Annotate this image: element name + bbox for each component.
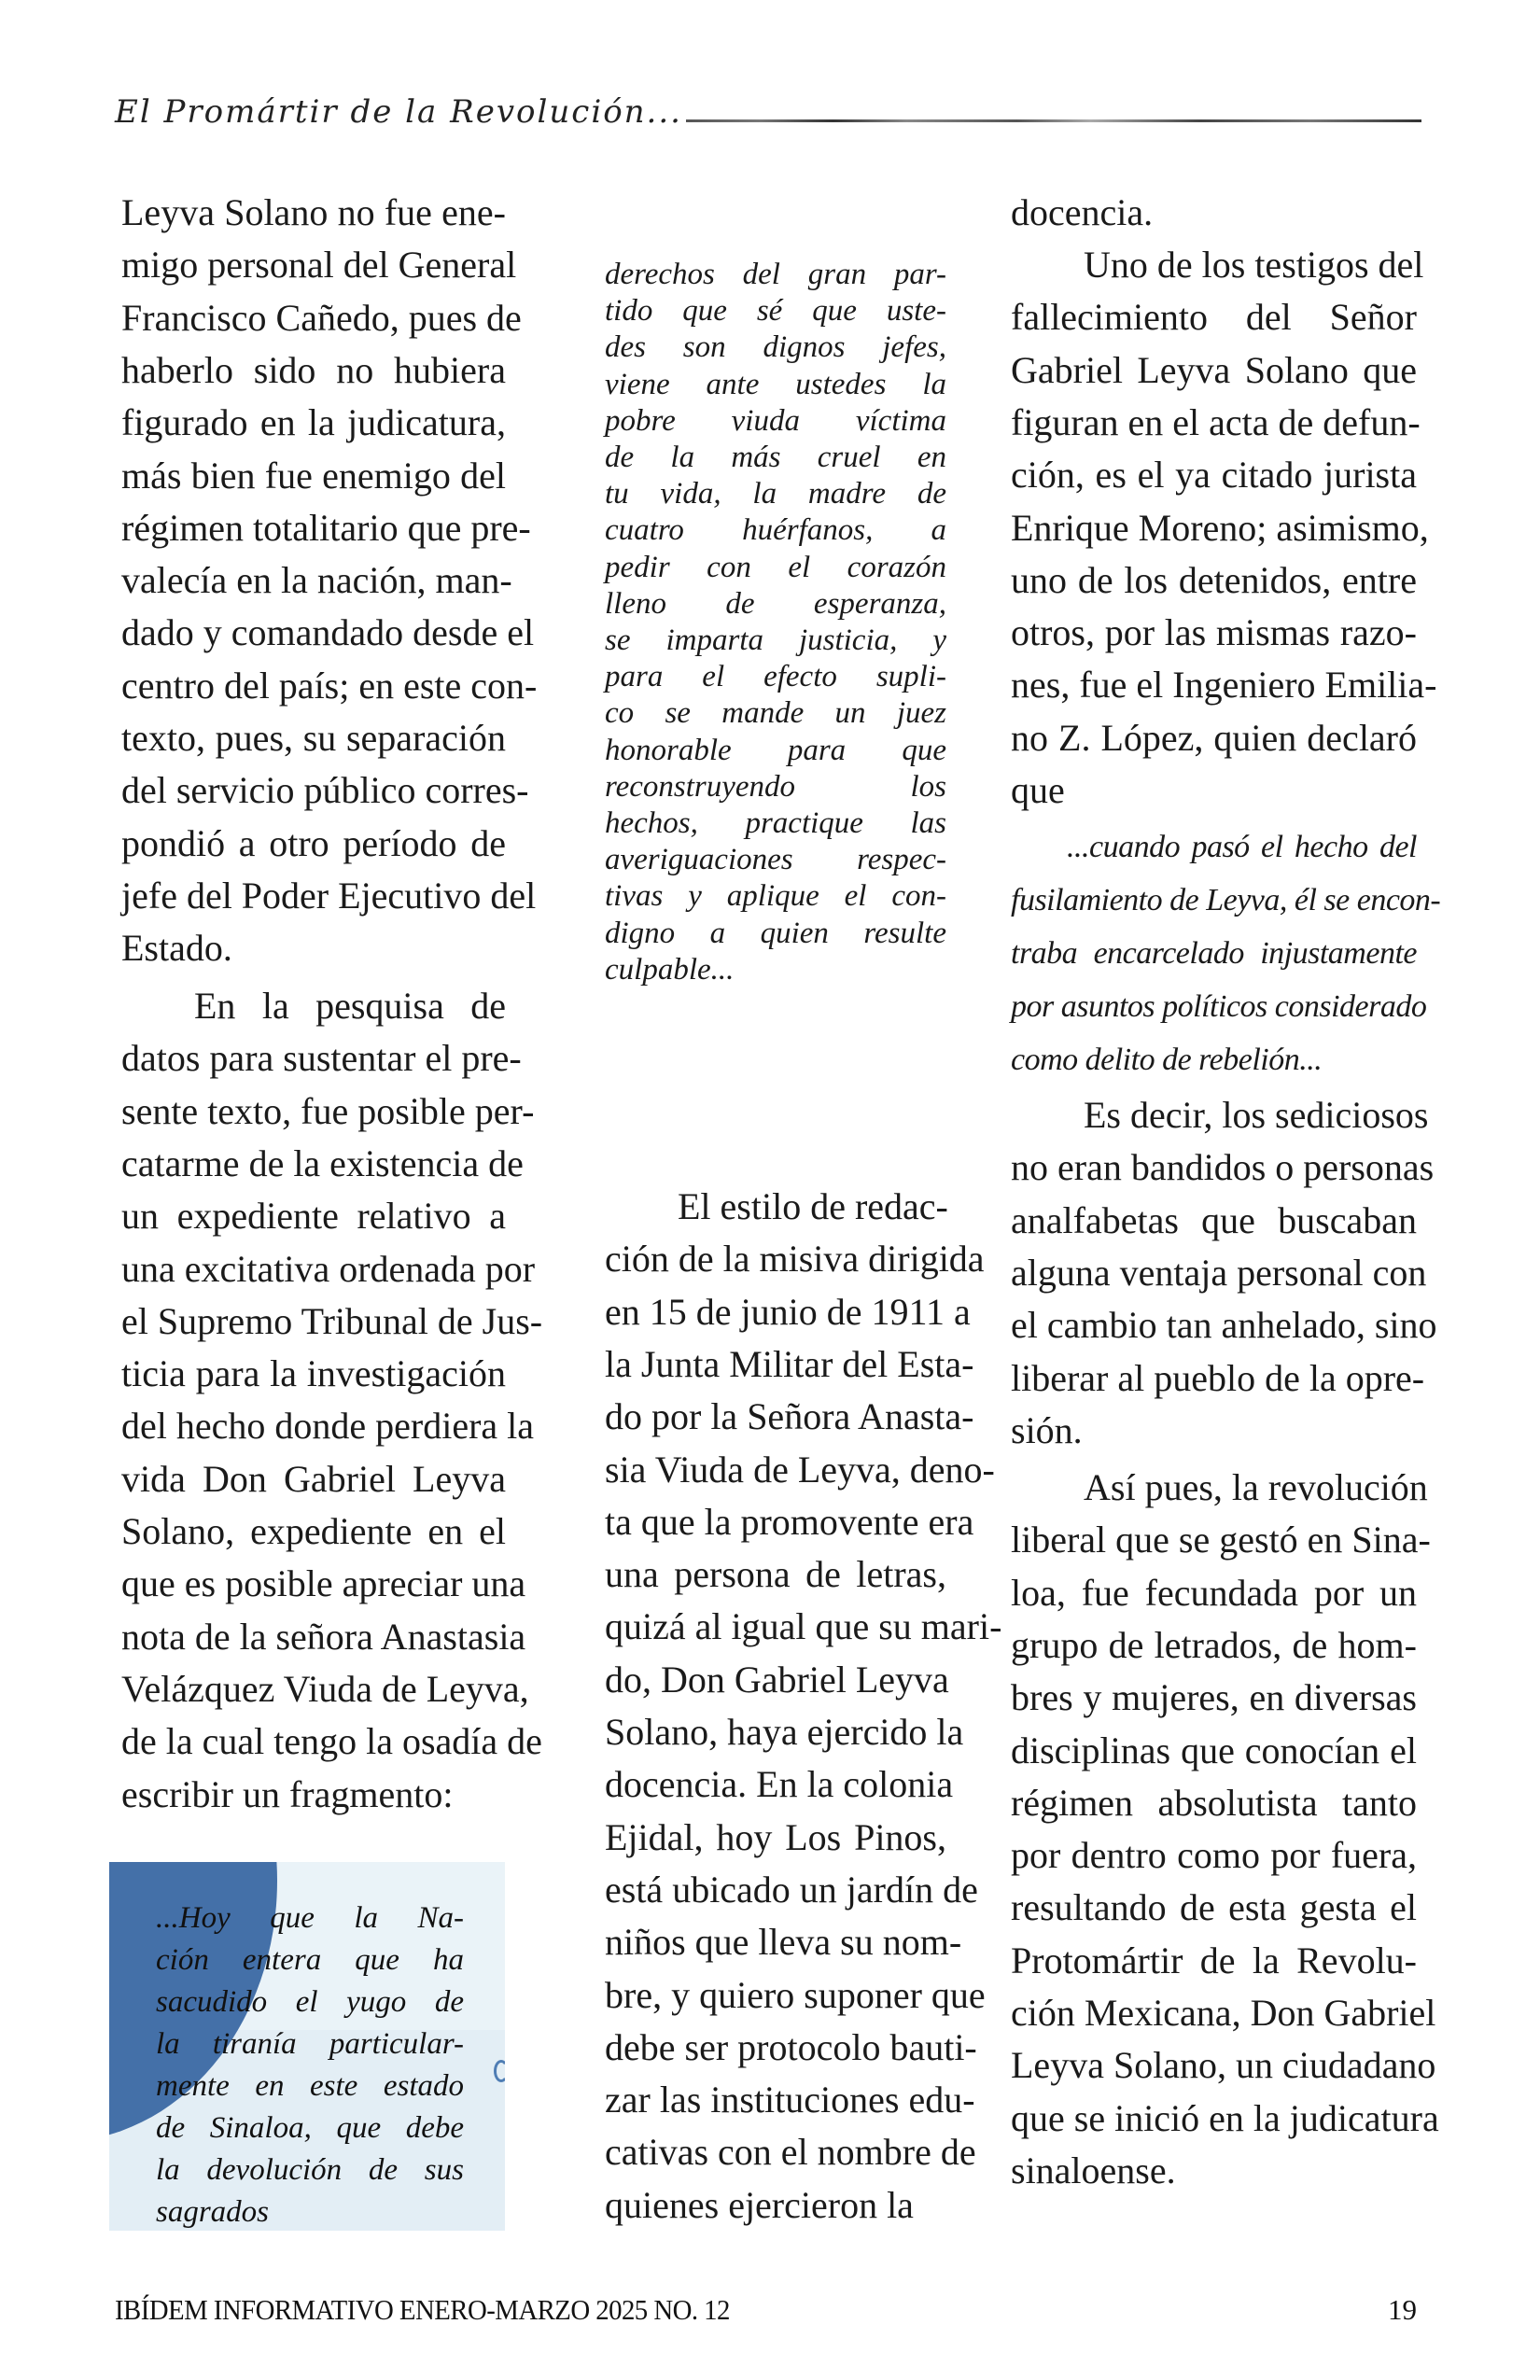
- quote-line: tido que sé que uste-: [605, 294, 946, 329]
- running-header: [115, 84, 1421, 131]
- paragraph-line: jefe del Poder Ejecutivo del: [121, 874, 537, 917]
- paragraph-line: quizá al igual que su mari-: [605, 1605, 1002, 1648]
- paragraph-line: Así pues, la revolución: [1084, 1466, 1428, 1508]
- paragraph-line: texto, pues, su separación: [121, 717, 506, 759]
- paragraph-line: sión.: [1011, 1408, 1083, 1451]
- paragraph-line: Es decir, los sediciosos: [1084, 1094, 1429, 1136]
- paragraph-line: docencia. En la colonia: [605, 1763, 954, 1806]
- paragraph-line: liberal que se gestó en Sina-: [1011, 1519, 1431, 1561]
- quote-line: pobre viuda víctima: [605, 403, 946, 438]
- quote-line: como delito de rebelión...: [1011, 1043, 1323, 1077]
- paragraph-line: en 15 de junio de 1911 a: [605, 1290, 971, 1333]
- page-number: 19: [1388, 2293, 1417, 2326]
- quote-line: la devolución de sus: [156, 2153, 464, 2187]
- paragraph-line: una excitativa ordenada por: [121, 1247, 536, 1290]
- quote-box: [109, 1862, 505, 2231]
- paragraph-line: del servicio público corres-: [121, 769, 529, 812]
- paragraph-line: ción de la misiva dirigida: [605, 1238, 985, 1281]
- quote-line: hechos, practique las: [605, 806, 946, 840]
- paragraph-line: sente texto, fue posible per-: [121, 1089, 535, 1132]
- paragraph-line: datos para sustentar el pre-: [121, 1037, 522, 1080]
- paragraph-line: do por la Señora Anasta-: [605, 1395, 974, 1438]
- paragraph-line: no Z. López, quien declaró: [1011, 716, 1417, 759]
- quote-line: se imparta justicia, y: [605, 623, 946, 657]
- quote-line: des son dignos jefes,: [605, 330, 946, 365]
- quote-line: averiguaciones respec-: [605, 843, 946, 877]
- paragraph-line: Solano, haya ejercido la: [605, 1711, 964, 1753]
- paragraph-line: dado y comandado desde el: [121, 611, 535, 654]
- paragraph-line: régimen totalitario que pre-: [121, 506, 531, 549]
- header-rule: [686, 119, 1421, 122]
- paragraph-line: ticia para la investigación: [121, 1352, 506, 1395]
- paragraph-line: la Junta Militar del Esta-: [605, 1342, 974, 1385]
- paragraph-line: Francisco Cañedo, pues de: [121, 296, 522, 339]
- paragraph-line: analfabetas que buscaban: [1011, 1198, 1417, 1241]
- quote-line: de la más cruel en: [605, 441, 946, 474]
- quote-line: co se mande un juez: [605, 696, 946, 731]
- publication-info: IBÍDEM INFORMATIVO ENERO-MARZO 2025 NO. 12: [115, 2293, 730, 2326]
- paragraph-line: ción, es el ya citado jurista: [1011, 454, 1417, 497]
- paragraph-line: centro del país; en este con-: [121, 664, 538, 707]
- paragraph-line: de la cual tengo la osadía de: [121, 1720, 542, 1763]
- quote-line: ...cuando pasó el hecho del: [1067, 830, 1417, 864]
- paragraph-line: no eran bandidos o personas: [1011, 1146, 1435, 1189]
- paragraph-line: Enrique Moreno; asimismo,: [1011, 506, 1429, 549]
- paragraph-line: loa, fue fecundada por un: [1011, 1571, 1417, 1614]
- paragraph-line: quienes ejercieron la: [605, 2183, 914, 2226]
- quote-line: fusilamiento de Leyva, él se encon-: [1011, 883, 1441, 917]
- paragraph-line: pondió a otro período de: [121, 821, 506, 864]
- paragraph-line: alguna ventaja personal con: [1011, 1251, 1427, 1294]
- paragraph-line: ción Mexicana, Don Gabriel: [1011, 1992, 1436, 2034]
- quote-line: lleno de esperanza,: [605, 586, 946, 621]
- quote-line: la tiranía particular-: [156, 2027, 464, 2061]
- paragraph-line: haberlo sido no hubiera: [121, 348, 506, 391]
- paragraph-line: uno de los detenidos, entre: [1011, 558, 1417, 601]
- paragraph-line: una persona de letras,: [605, 1553, 946, 1596]
- paragraph-line: que se inició en la judicatura: [1011, 2096, 1439, 2139]
- page-footer: [115, 2291, 1417, 2329]
- paragraph-line: Leyva Solano, un ciudadano: [1011, 2044, 1436, 2087]
- paragraph-line: el cambio tan anhelado, sino: [1011, 1304, 1437, 1347]
- paragraph-line: Ejidal, hoy Los Pinos,: [605, 1815, 946, 1858]
- paragraph-line: un expediente relativo a: [121, 1195, 506, 1238]
- paragraph-line: Gabriel Leyva Solano que: [1011, 348, 1417, 391]
- paragraph-line: En la pesquisa de: [194, 985, 506, 1027]
- paragraph-line: Velázquez Viuda de Leyva,: [121, 1667, 529, 1710]
- quote-line: por asuntos políticos considerado: [1011, 989, 1427, 1024]
- paragraph-line: El estilo de redac-: [678, 1185, 948, 1227]
- paragraph-line: cativas con el nombre de: [605, 2131, 976, 2174]
- paragraph-line: vida Don Gabriel Leyva: [121, 1457, 506, 1500]
- paragraph-line: do, Don Gabriel Leyva: [605, 1658, 949, 1701]
- paragraph-line: por dentro como por fuera,: [1011, 1834, 1417, 1877]
- paragraph-line: Solano, expediente en el: [121, 1510, 506, 1552]
- quote-line: honorable para que: [605, 733, 946, 767]
- quote-line: ción entera que ha: [156, 1943, 464, 1977]
- quote-line: viene ante ustedes la: [605, 367, 946, 401]
- quote-line: mente en este estado: [156, 2069, 464, 2103]
- paragraph-line: Estado.: [121, 927, 232, 970]
- quote-line: derechos del gran par-: [605, 258, 946, 291]
- paragraph-line: escribir un fragmento:: [121, 1772, 454, 1815]
- paragraph-line: zar las instituciones edu-: [605, 2079, 975, 2121]
- paragraph-line: sinaloense.: [1011, 2149, 1176, 2191]
- paragraph-line: figurado en la judicatura,: [121, 401, 506, 444]
- paragraph-line: fallecimiento del Señor: [1011, 296, 1417, 339]
- paragraph-line: catarme de la existencia de: [121, 1141, 524, 1184]
- quote-line: ...Hoy que la Na-: [156, 1901, 464, 1935]
- quote-line: de Sinaloa, que debe: [156, 2111, 464, 2145]
- paragraph-line: liberar al pueblo de la opre-: [1011, 1356, 1425, 1399]
- paragraph-line: debe ser protocolo bauti-: [605, 2025, 977, 2068]
- quote-line: digno a quien resulte: [605, 916, 946, 950]
- paragraph-line: figuran en el acta de defun-: [1011, 400, 1421, 443]
- paragraph-line: grupo de letrados, de hom-: [1011, 1623, 1417, 1666]
- paragraph-line: Uno de los testigos del: [1084, 244, 1424, 286]
- quote-line: tivas y aplique el con-: [605, 879, 946, 914]
- paragraph-line: que: [1011, 769, 1065, 811]
- quote-line: traba encarcelado injustamente: [1011, 936, 1417, 971]
- paragraph-line: disciplinas que conocían el: [1011, 1729, 1417, 1771]
- quote-line: tu vida, la madre de: [605, 477, 946, 511]
- quote-line: culpable...: [605, 952, 735, 987]
- paragraph-line: otros, por las mismas razo-: [1011, 611, 1417, 654]
- quote-line: pedir con el corazón: [605, 550, 946, 584]
- paragraph-line: ta que la promovente era: [605, 1500, 974, 1543]
- quote-box-dot-decoration: [494, 2060, 505, 2082]
- paragraph-line: docencia.: [1011, 191, 1154, 233]
- paragraph-line: nes, fue el Ingeniero Emilia-: [1011, 664, 1437, 707]
- paragraph-line: niños que lleva su nom-: [605, 1921, 962, 1964]
- paragraph-line: migo personal del General: [121, 244, 517, 287]
- quote-line: reconstruyendo los: [605, 769, 946, 804]
- quote-line: sacudido el yugo de: [156, 1985, 464, 2019]
- quote-line: cuatro huérfanos, a: [605, 513, 946, 548]
- quote-line: para el efecto supli-: [605, 660, 946, 694]
- paragraph-line: está ubicado un jardín de: [605, 1868, 978, 1911]
- paragraph-line: sia Viuda de Leyva, deno-: [605, 1448, 995, 1491]
- paragraph-line: resultando de esta gesta el: [1011, 1886, 1417, 1929]
- paragraph-line: más bien fue enemigo del: [121, 454, 506, 497]
- paragraph-line: que es posible apreciar una: [121, 1562, 526, 1605]
- paragraph-line: el Supremo Tribunal de Jus-: [121, 1299, 543, 1342]
- paragraph-line: régimen absolutista tanto: [1011, 1781, 1417, 1824]
- paragraph-line: nota de la señora Anastasia: [121, 1615, 526, 1658]
- paragraph-line: Leyva Solano no fue ene-: [121, 191, 506, 233]
- paragraph-line: valecía en la nación, man-: [121, 559, 512, 602]
- running-title: El Promártir de la Revolución...: [115, 93, 682, 131]
- paragraph-line: Protomártir de la Revolu-: [1011, 1939, 1417, 1981]
- paragraph-line: bre, y quiero suponer que: [605, 1973, 986, 2016]
- paragraph-line: del hecho donde perdiera la: [121, 1405, 535, 1448]
- quote-line: sagrados: [156, 2195, 270, 2229]
- paragraph-line: bres y mujeres, en diversas: [1011, 1676, 1417, 1719]
